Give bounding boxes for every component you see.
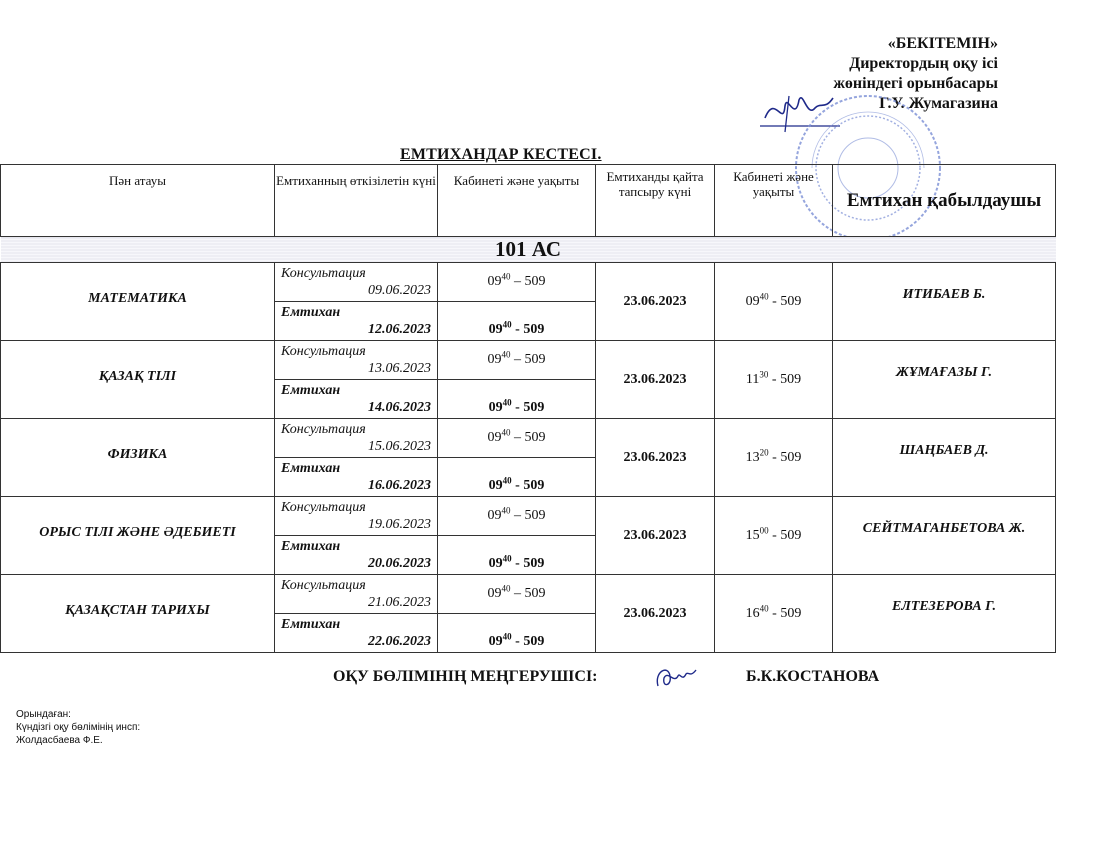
exam-date: 14.06.2023 (368, 400, 431, 415)
room-number: - 509 (511, 634, 545, 649)
exam-date: 16.06.2023 (368, 478, 431, 493)
header-retake-room-time: Кабинеті және уақыты (715, 165, 833, 237)
time-hour: 09 (488, 634, 503, 649)
time-minutes: 40 (501, 505, 511, 516)
header-exam-date: Емтиханның өткізілетін күні (275, 165, 438, 237)
consultation-date-cell (275, 341, 438, 380)
exam-date-cell (275, 458, 438, 497)
time-minutes: 40 (501, 427, 511, 438)
exam-schedule-table (0, 164, 1056, 653)
exam-date-cell (275, 614, 438, 653)
room-number: – 509 (510, 352, 546, 367)
consultation-date: 19.06.2023 (368, 517, 431, 532)
consultation-label: Консультация (281, 500, 366, 515)
time-hour: 09 (487, 274, 502, 289)
consultation-date-cell (275, 575, 438, 614)
exam-date-cell (275, 302, 438, 341)
consultation-date: 09.06.2023 (368, 283, 431, 298)
retake-room-time (715, 497, 833, 575)
room-number: - 509 (511, 556, 545, 571)
time-hour: 09 (488, 322, 503, 337)
approval-position-line1: Директордың оқу ісі (849, 55, 998, 72)
retake-date: 23.06.2023 (596, 497, 715, 575)
table-row (1, 263, 1056, 302)
time-minutes: 00 (759, 524, 769, 535)
time-minutes: 40 (502, 631, 512, 642)
room-number: - 509 (511, 322, 545, 337)
subject-name: ФИЗИКА (1, 419, 275, 497)
consultation-date-cell (275, 263, 438, 302)
head-signature-icon (652, 662, 698, 692)
retake-date: 23.06.2023 (596, 341, 715, 419)
room-number: – 509 (510, 274, 546, 289)
time-hour: 09 (487, 352, 502, 367)
prepared-by-name: Жолдасбаева Ф.Е. (16, 735, 103, 746)
exam-label: Емтихан (281, 617, 341, 632)
time-minutes: 30 (759, 368, 769, 379)
time-minutes: 40 (502, 553, 512, 564)
consultation-label: Консультация (281, 578, 366, 593)
retake-room-time (715, 575, 833, 653)
exam-room-time (438, 614, 596, 653)
room-number: - 509 (768, 371, 802, 387)
prepared-by-label: Орындаған: (16, 709, 71, 720)
group-label: 101 АС (1, 237, 1056, 263)
consultation-room-time (438, 497, 596, 536)
time-minutes: 40 (502, 397, 512, 408)
time-minutes: 40 (502, 319, 512, 330)
retake-date: 23.06.2023 (596, 575, 715, 653)
consultation-label: Консультация (281, 344, 366, 359)
time-minutes: 40 (759, 290, 769, 301)
room-number: - 509 (768, 293, 802, 309)
room-number: – 509 (510, 586, 546, 601)
consultation-room-time (438, 341, 596, 380)
table-row (1, 341, 1056, 380)
consultation-date-cell (275, 419, 438, 458)
prepared-by-block (16, 708, 140, 747)
consultation-date: 21.06.2023 (368, 595, 431, 610)
approval-signatory: Г.У. Жумагазина (879, 95, 998, 112)
exam-label: Емтихан (281, 461, 341, 476)
room-number: - 509 (511, 400, 545, 415)
table-header-row (1, 165, 1056, 237)
time-minutes: 20 (759, 446, 769, 457)
retake-date: 23.06.2023 (596, 263, 715, 341)
exam-date: 12.06.2023 (368, 322, 431, 337)
time-minutes: 40 (501, 271, 511, 282)
time-hour: 15 (745, 527, 760, 543)
time-hour: 11 (745, 371, 760, 387)
room-number: - 509 (768, 449, 802, 465)
prepared-by-role: Күндізгі оқу бөлімінің инсп: (16, 722, 141, 733)
room-number: – 509 (510, 508, 546, 523)
room-number: – 509 (510, 430, 546, 445)
table-row (1, 497, 1056, 536)
approval-heading: «БЕКІТЕМІН» (887, 35, 998, 52)
exam-label: Емтихан (281, 305, 341, 320)
table-row (1, 419, 1056, 458)
exam-date-cell (275, 380, 438, 419)
examiner-name: ИТИБАЕВ Б. (833, 263, 1056, 341)
time-minutes: 40 (759, 602, 769, 613)
consultation-room-time (438, 575, 596, 614)
time-hour: 09 (487, 586, 502, 601)
exam-room-time (438, 458, 596, 497)
time-hour: 09 (745, 293, 760, 309)
exam-label: Емтихан (281, 539, 341, 554)
examiner-name: СЕЙТМАГАНБЕТОВА Ж. (833, 497, 1056, 575)
time-hour: 09 (487, 430, 502, 445)
retake-room-time (715, 419, 833, 497)
time-hour: 09 (488, 478, 503, 493)
header-examiner: Емтихан қабылдаушы (833, 165, 1056, 237)
examiner-name: ЕЛТЕЗЕРОВА Г. (833, 575, 1056, 653)
examiner-name: ШАҢБАЕВ Д. (833, 419, 1056, 497)
examiner-name: ЖҰМАҒАЗЫ Г. (833, 341, 1056, 419)
consultation-label: Консультация (281, 266, 366, 281)
subject-name: МАТЕМАТИКА (1, 263, 275, 341)
retake-date: 23.06.2023 (596, 419, 715, 497)
room-number: - 509 (768, 527, 802, 543)
department-head-title: ОҚУ БӨЛІМІНІҢ МЕҢГЕРУШІСІ: (333, 668, 598, 685)
header-room-time: Кабинеті және уақыты (438, 165, 596, 237)
group-row (1, 237, 1056, 263)
consultation-label: Консультация (281, 422, 366, 437)
subject-name: ОРЫС ТІЛІ ЖӘНЕ ӘДЕБИЕТІ (1, 497, 275, 575)
department-head-name: Б.К.КОСТАНОВА (746, 668, 880, 685)
exam-label: Емтихан (281, 383, 341, 398)
exam-date: 22.06.2023 (368, 634, 431, 649)
table-row (1, 575, 1056, 614)
time-minutes: 40 (501, 349, 511, 360)
time-hour: 09 (488, 400, 503, 415)
time-hour: 16 (745, 605, 760, 621)
exam-date: 20.06.2023 (368, 556, 431, 571)
subject-name: ҚАЗАҚСТАН ТАРИХЫ (1, 575, 275, 653)
consultation-date: 15.06.2023 (368, 439, 431, 454)
exam-date-cell (275, 536, 438, 575)
header-retake-date: Емтиханды қайта тапсыру күні (596, 165, 715, 237)
approval-position-line2: жөніндегі орынбасары (833, 75, 998, 92)
time-hour: 09 (487, 508, 502, 523)
room-number: - 509 (768, 605, 802, 621)
header-subject: Пән атауы (1, 165, 275, 237)
consultation-date-cell (275, 497, 438, 536)
time-hour: 13 (745, 449, 760, 465)
consultation-room-time (438, 419, 596, 458)
retake-room-time (715, 341, 833, 419)
exam-room-time (438, 302, 596, 341)
retake-room-time (715, 263, 833, 341)
exam-room-time (438, 536, 596, 575)
subject-name: ҚАЗАҚ ТІЛІ (1, 341, 275, 419)
document-title: ЕМТИХАНДАР КЕСТЕСІ. (400, 146, 602, 163)
consultation-date: 13.06.2023 (368, 361, 431, 376)
time-minutes: 40 (502, 475, 512, 486)
consultation-room-time (438, 263, 596, 302)
time-minutes: 40 (501, 583, 511, 594)
time-hour: 09 (488, 556, 503, 571)
exam-room-time (438, 380, 596, 419)
room-number: - 509 (511, 478, 545, 493)
